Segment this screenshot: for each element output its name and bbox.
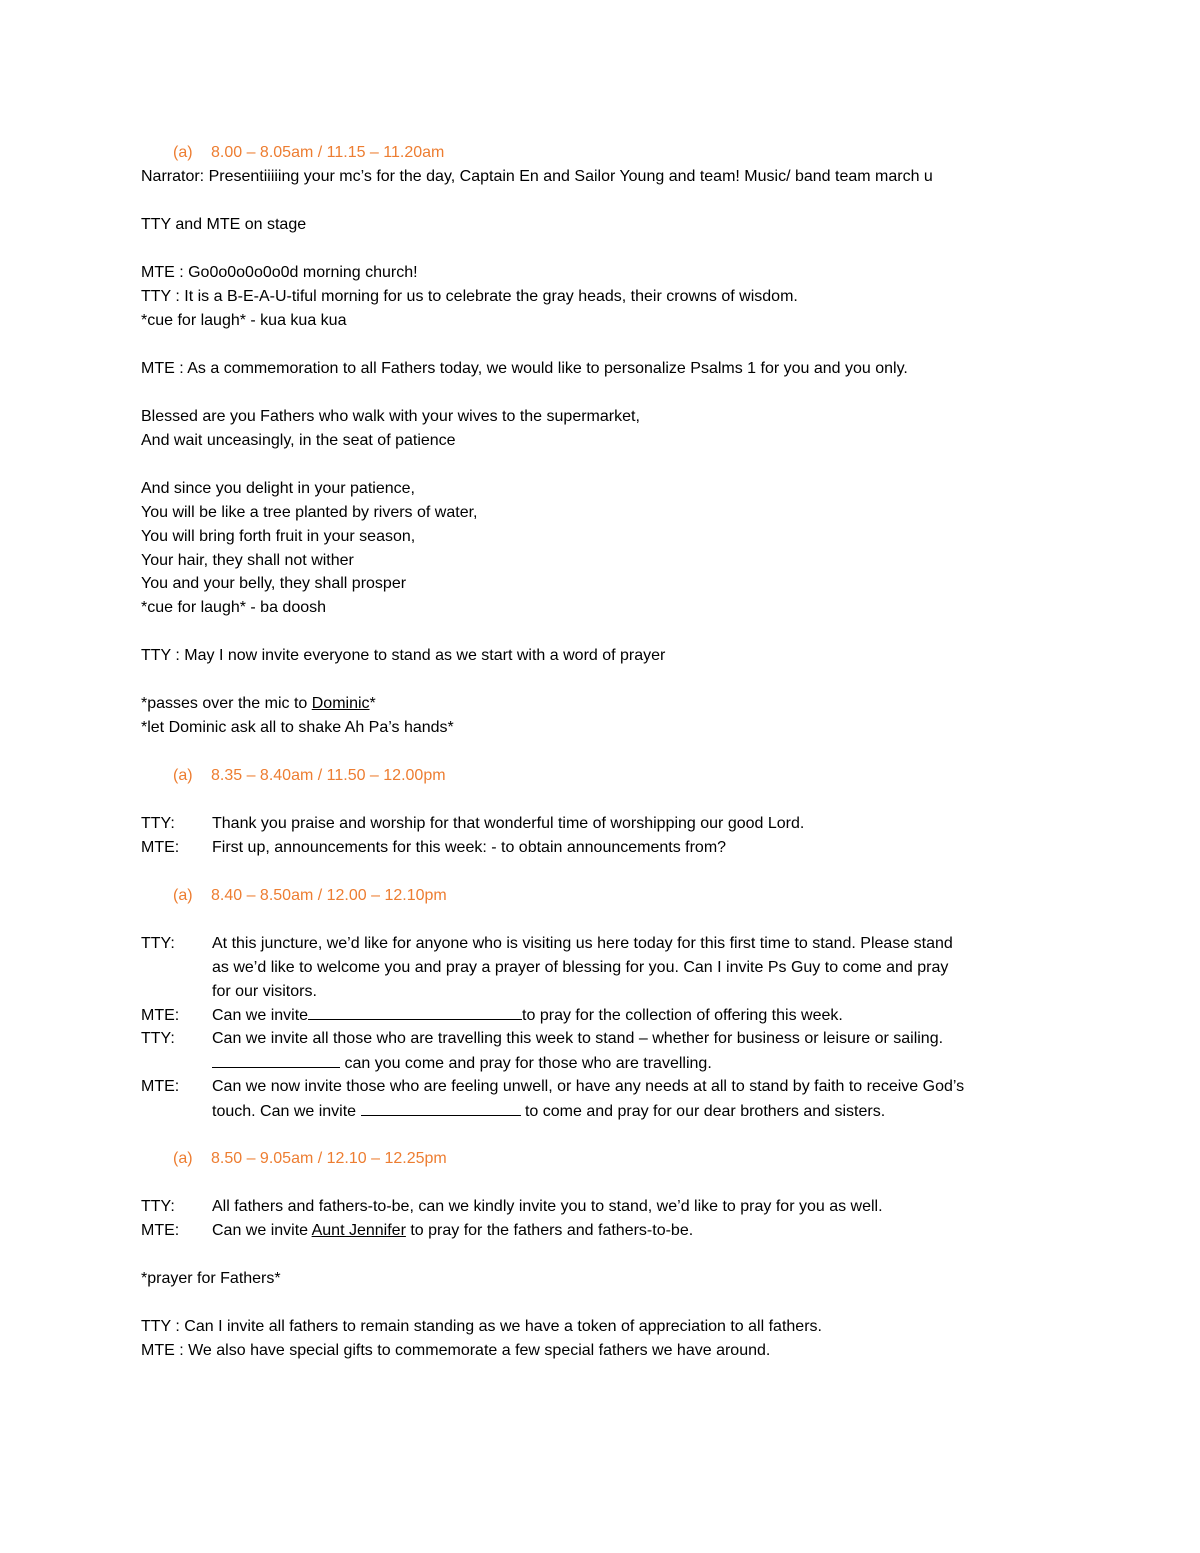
speaker-label: MTE:	[141, 1222, 180, 1239]
offering-suffix: to pray for the collection of offering this week.	[522, 1007, 843, 1024]
psalm-line: And wait unceasingly, in the seat of patience	[141, 432, 456, 449]
passes-mic-prefix: *passes over the mic to	[141, 695, 312, 712]
section-time: 8.50 – 9.05am / 12.10 – 12.25pm	[211, 1150, 447, 1167]
unwell-line	[141, 1075, 1100, 1099]
offering-line	[141, 1003, 1100, 1027]
unwell-suffix: to come and pray for our dear brothers and sisters.	[520, 1103, 886, 1120]
cue-laugh-line: *cue for laugh* - ba doosh	[141, 599, 327, 616]
unwell-text: Can we now invite those who are feeling unwell, or have any needs at all to stand by faith to receive God’s	[212, 1078, 965, 1095]
announcement-mte-line	[141, 836, 1100, 860]
speaker-text: All fathers and fathers-to-be, can we kindly invite you to stand, we’d like to pray for you as well.	[212, 1198, 883, 1215]
speaker-label: MTE:	[141, 1078, 180, 1095]
cue-laugh-line: *cue for laugh* - kua kua kua	[141, 312, 347, 329]
visitors-line	[141, 932, 1100, 956]
visitors-line-cont: for our visitors.	[212, 983, 317, 1000]
offering-blank	[308, 1003, 522, 1020]
mte-gifts-line: MTE : We also have special gifts to commemorate a few special fathers we have around.	[141, 1342, 771, 1359]
speaker-label: MTE:	[141, 839, 180, 856]
tty-token-line: TTY : Can I invite all fathers to remain standing as we have a token of appreciation to all fathers.	[141, 1318, 822, 1335]
unwell-blank	[361, 1099, 521, 1116]
speaker-text: Thank you praise and worship for that wonderful time of worshipping our good Lord.	[212, 815, 805, 832]
section-heading-2	[173, 764, 1100, 788]
psalm-line: Blessed are you Fathers who walk with your wives to the supermarket,	[141, 408, 640, 425]
psalm-line: Your hair, they shall not wither	[141, 552, 354, 569]
tty-prayer-line: TTY : May I now invite everyone to stand as we start with a word of prayer	[141, 647, 666, 664]
fathers-mte-line	[141, 1219, 1100, 1243]
travel-suffix: can you come and pray for those who are travelling.	[340, 1055, 712, 1072]
fathers-tty-line	[141, 1195, 1100, 1219]
tty-beautiful-line: TTY : It is a B-E-A-U-tiful morning for us to celebrate the gray heads, their crowns of wisdom.	[141, 288, 798, 305]
mte-commemoration-line: MTE : As a commemoration to all Fathers today, we would like to personalize Psalms 1 for you and you only.	[141, 360, 908, 377]
passes-mic-suffix: *	[369, 695, 376, 712]
section-label: (a)	[173, 767, 193, 784]
psalm-line: You will be like a tree planted by rivers of water,	[141, 504, 478, 521]
visitors-line-cont: as we’d like to welcome you and pray a prayer of blessing for you. Can I invite Ps Guy to come and pray	[212, 959, 949, 976]
aunt-jennifer-name: Aunt Jennifer	[311, 1222, 406, 1239]
section-label: (a)	[173, 1150, 193, 1167]
section-time: 8.40 – 8.50am / 12.00 – 12.10pm	[211, 887, 447, 904]
speaker-label: TTY:	[141, 1030, 175, 1047]
prayer-cue-line: *prayer for Fathers*	[141, 1270, 281, 1287]
psalm-line: You will bring forth fruit in your season,	[141, 528, 416, 545]
section-time: 8.00 – 8.05am / 11.15 – 11.20am	[211, 144, 445, 161]
section-time: 8.35 – 8.40am / 11.50 – 12.00pm	[211, 767, 446, 784]
unwell-line-cont	[212, 1099, 1100, 1123]
fathers-mte-suffix: to pray for the fathers and fathers-to-be.	[405, 1222, 694, 1239]
dominic-name: Dominic	[311, 695, 370, 712]
section-heading-1	[173, 141, 1100, 165]
speaker-label: MTE:	[141, 1007, 180, 1024]
section-label: (a)	[173, 887, 193, 904]
travel-blank	[212, 1051, 340, 1068]
passes-mic-line	[141, 692, 1100, 716]
announcement-tty-line	[141, 812, 1100, 836]
travel-text: Can we invite all those who are travelling this week to stand – whether for business or leisure or sailing.	[212, 1030, 944, 1047]
speaker-text: At this juncture, we’d like for anyone who is visiting us here today for this first time to stand. Please stand	[212, 935, 953, 952]
narrator-line: Narrator: Presentiiiiing your mc’s for the day, Captain En and Sailor Young and team! Music/ band team march u	[141, 168, 933, 185]
speaker-label: TTY:	[141, 815, 175, 832]
speaker-label: TTY:	[141, 935, 175, 952]
section-label: (a)	[173, 144, 193, 161]
section-heading-3	[173, 884, 1100, 908]
offering-prefix: Can we invite	[212, 1007, 309, 1024]
mte-greeting-line: MTE : Go0o0o0o0o0d morning church!	[141, 264, 418, 281]
speaker-text: First up, announcements for this week: - to obtain announcements from?	[212, 839, 727, 856]
on-stage-line: TTY and MTE on stage	[141, 216, 307, 233]
fathers-mte-prefix: Can we invite	[212, 1222, 312, 1239]
travel-line-cont	[212, 1051, 1100, 1075]
section-heading-4	[173, 1147, 1100, 1171]
psalm-line: You and your belly, they shall prosper	[141, 575, 407, 592]
speaker-label: TTY:	[141, 1198, 175, 1215]
travel-line	[141, 1027, 1100, 1051]
psalm-line: And since you delight in your patience,	[141, 480, 415, 497]
dominic-shake-line: *let Dominic ask all to shake Ah Pa’s hands*	[141, 719, 454, 736]
unwell-prefix: touch. Can we invite	[212, 1103, 361, 1120]
